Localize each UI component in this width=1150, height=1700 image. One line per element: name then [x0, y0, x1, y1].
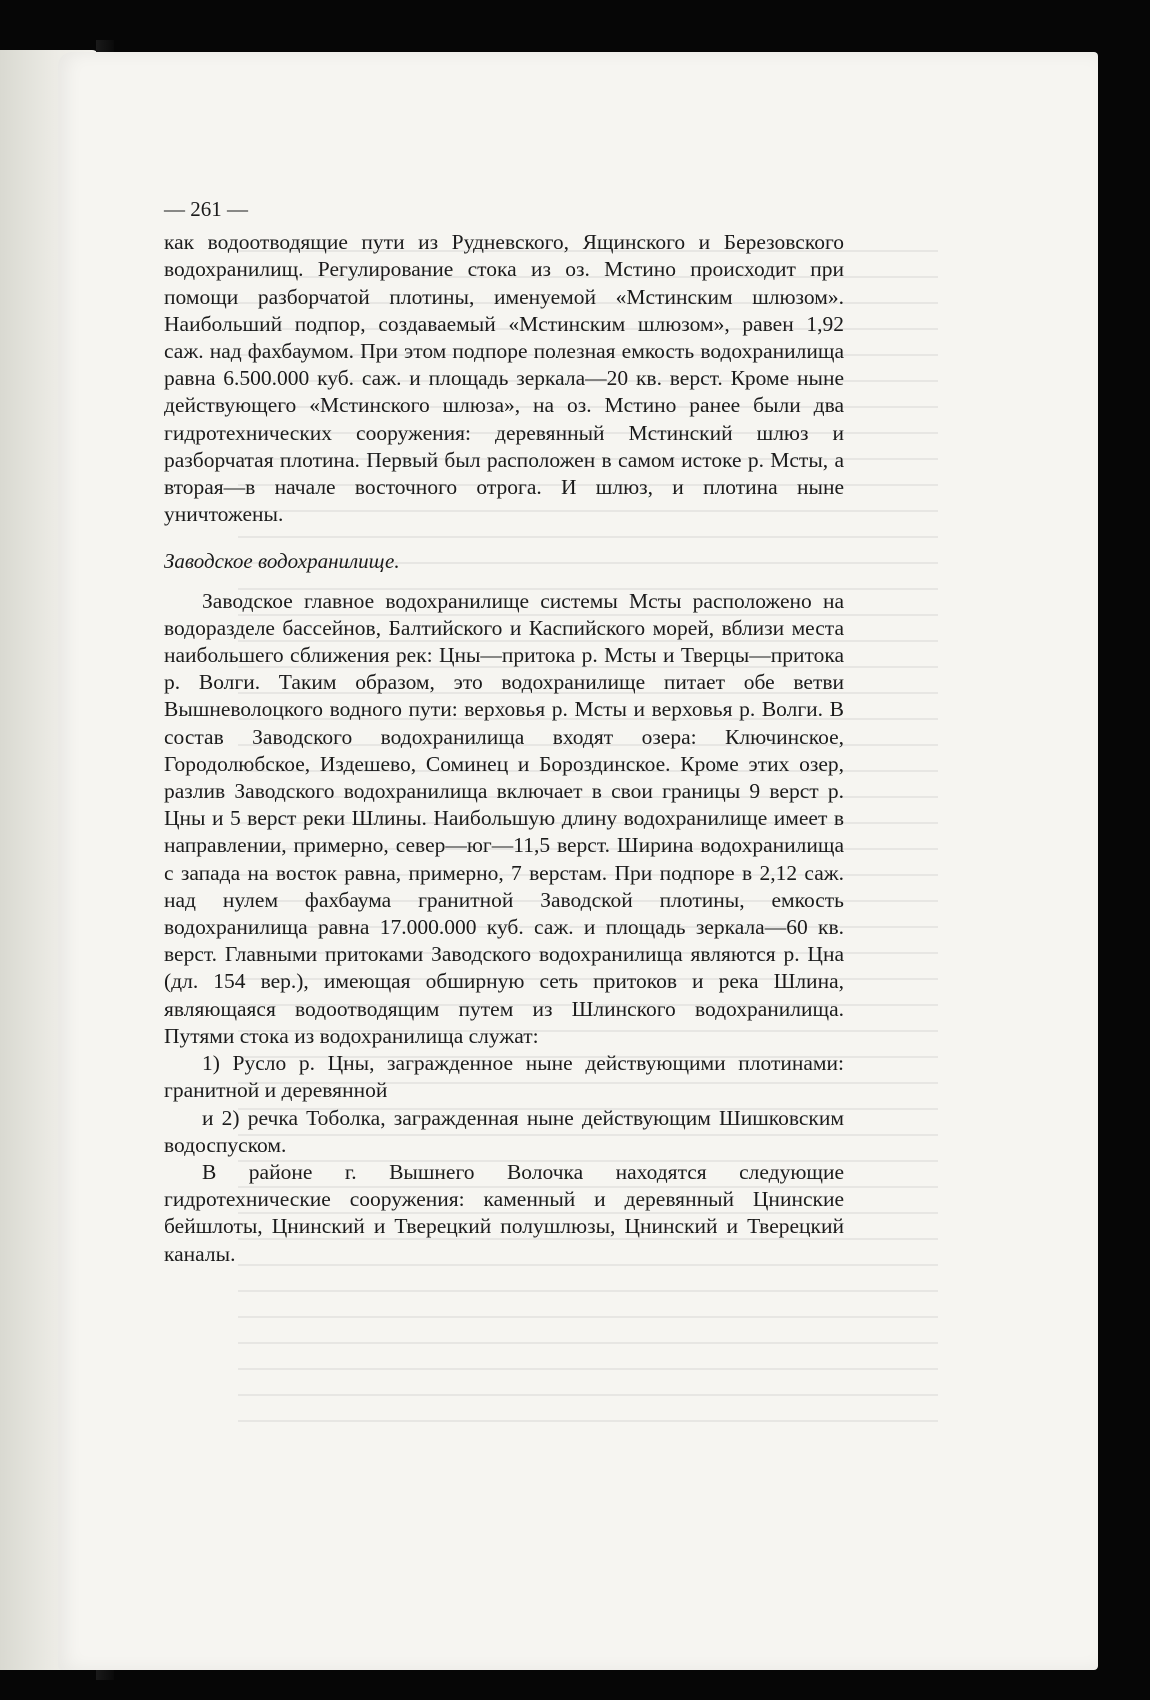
paragraph: Заводское главное водохранилище системы Мсты расположено на водоразделе бассейнов, Балтийского и Каспийского морей, вблизи места наибольшего сближения рек: Цны—притока р. Мсты и Тверцы—притока р. Волги. Таким образом, это водохранилище питает обе ветви Вышневолоцкого водного пути: верховья р. Мсты и верховья р. Волги. В состав Заводского водохранилища входят озера: Ключинское, Городолюбское, Издешево, Соминец и Бороздинское. Кроме этих озер, разлив Заводского водохранилища включает в свои границы 9 верст р. Цны и 5 верст реки Шлины. Наибольшую длину водохранилище имеет в направлении, примерно, север—юг—11,5 верст. Ширина водохранилища с запада на восток равна, примерно, 7 верстам. При подпоре в 2,12 саж. над нулем фахбаума гранитной Заводской плотины, емкость водохранилища равна 17.000.000 куб. саж. и площадь зеркала—60 кв. верст. Главными притоками Заводского водохранилища являются р. Цна (дл. 154 вер.), имеющая обширную сеть притоков и река Шлина, являющаяся водоотводящим путем из Шлинского водохранилища. Путями стока из водохранилища служат: [164, 588, 844, 1048]
list-item: 1) Русло р. Цны, загражденное ныне действующими плотинами: гранитной и деревянной [164, 1051, 844, 1103]
page-text [164, 196, 844, 1268]
page-number: — 261 — [164, 197, 248, 221]
section-heading: Заводское водохранилище. [164, 549, 400, 574]
paragraph: В районе г. Вышнего Волочка находятся следующие гидротехнические сооружения: каменный и деревянный Цнинские бейшлоты, Цнинский и Тверецкий полушлюзы, Цнинский и Тверецкий каналы. [164, 1159, 844, 1266]
paragraph: как водоотводящие пути из Рудневского, Ящинского и Березовского водохранилищ. Регулирование стока из оз. Мстино происходит при помощи разборчатой плотины, именуемой «Мстинским шлюзом». Наибольший подпор, создаваемый «Мстинским шлюзом», равен 1,92 саж. над фахбаумом. При этом подпоре полезная емкость водохранилища равна 6.500.000 куб. саж. и площадь зеркала—20 кв. верст. Кроме ныне действующего «Мстинского шлюза», на оз. Мстино ранее были два гидротехнических сооружения: деревянный Мстинский шлюз и разборчатая плотина. Первый был расположен в самом истоке р. Мсты, а вторая—в начале восточного отрога. И шлюз, и плотина ныне уничтожены. [164, 230, 844, 527]
list-item: и 2) речка Тоболка, загражденная ныне действующим Шишковским водоспуском. [164, 1105, 844, 1157]
